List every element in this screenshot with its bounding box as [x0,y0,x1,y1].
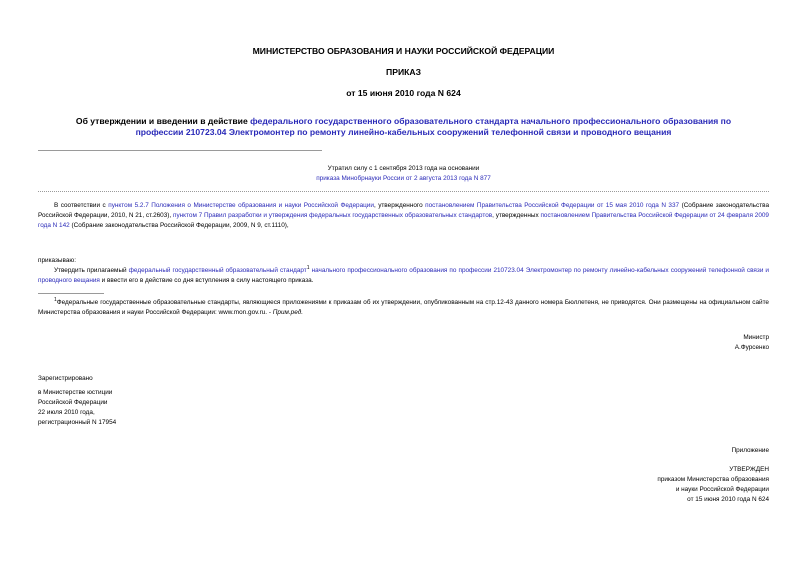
preamble-paragraph [38,201,769,231]
title-link-profession[interactable]: профессии 210723.04 Электромонтер по ремонту линейно-кабельных сооружений телефонной связи и проводного вещания [135,127,672,137]
preamble-text-5: (Собрание законодательства Российской Федерации, 2009, N 9, ст.1110), [71,222,289,229]
lost-force-text: Утратил силу с 1 сентября 2013 года на основании [327,165,480,172]
preamble-link-decree-word[interactable]: постановлением [540,212,590,219]
separator-short [38,150,322,151]
order-text-2: и ввести его в действие со дня вступления в силу настоящего приказа. [101,277,314,284]
order-link-profession-cont[interactable]: сооружений телефонной связи и проводного вещания [38,267,770,284]
doc-date-number: от 15 июня 2010 года N 624 [346,88,461,98]
footnote-text-1: Федеральные государственные образовательные стандарты, являющиеся приложениями к приказам об их утверждении, опубликованным на стр.12-43 данного номера Бюллетеня, не приводятся. Они [56,299,661,306]
signature-block [500,333,769,353]
footnote-mark: 1 [54,296,57,303]
registration-block [38,374,238,428]
lost-force-note [0,164,807,184]
registration-line: Зарегистрировано [38,375,93,382]
order-link-profession[interactable]: начального профессионального образования по профессии 210723.04 Электромонтер по ремонту линейно-кабельных [311,267,669,274]
footnote-text-2: размещены на официальном сайте Министерства образования и науки Российской Федерации: www.mon.gov.ru. - [38,299,769,316]
signature-title: Министр [743,334,769,341]
appendix-approved: УТВЕРЖДЕН [729,466,769,473]
preamble-text-2: , утвержденного [373,202,423,209]
lost-force-link[interactable]: приказа Минобрнауки России от 2 августа 2013 года N 877 [316,175,491,182]
preamble-link-decree-142[interactable]: Правительства Российской Федерации от 24 февраля 2009 года N 142 [38,212,769,229]
title-link-standard[interactable]: федерального государственного образовательного стандарта начального профессионального образования по [250,116,732,126]
registration-line: Российской Федерации [38,399,108,406]
preamble-link-rules[interactable]: пунктом 7 Правил разработки и утверждения федеральных государственных образовательных стандартов [172,212,493,219]
preamble-text-4: , утвержденных [492,212,539,219]
footnote-paragraph [38,298,769,318]
appendix-label: Приложение [731,447,769,454]
appendix-block [500,465,769,505]
document-title [0,116,807,138]
ministry-heading: МИНИСТЕРСТВО ОБРАЗОВАНИЯ И НАУКИ РОССИЙСКОЙ ФЕДЕРАЦИИ [252,46,555,56]
order-text-1: Утвердить прилагаемый [54,267,127,274]
separator-dotted [38,191,769,192]
preamble-link-regulation[interactable]: пунктом 5.2.7 Положения о Министерстве образования и науки Российской Федерации [108,202,374,209]
preamble-text-1: В соответствии с [54,202,106,209]
order-paragraph [38,266,769,286]
title-prefix: Об утверждении и введении в действие [75,116,248,126]
preamble-link-decree-337[interactable]: постановлением Правительства Российской Федерации от 15 мая 2010 года N 337 [425,202,680,209]
appendix-line: приказом Министерства образования [657,476,769,483]
registration-line: в Министерстве юстиции [38,389,113,396]
footnote-editor-note: Прим.ред. [272,309,304,316]
footnote-ref[interactable]: 1 [306,264,310,271]
footnote-separator [38,293,104,294]
preamble-text-3: (Собрание законодательства Российской Федерации, 2010, N 21, ст.2603), [38,202,770,219]
registration-line: 22 июля 2010 года, [38,409,95,416]
signature-name: А.Фурсенко [734,344,769,351]
appendix-line: и науки Российской Федерации [675,486,769,493]
registration-line: регистрационный N 17954 [38,419,117,426]
appendix-line: от 15 июня 2010 года N 624 [687,496,769,503]
doc-type-heading: ПРИКАЗ [386,67,421,77]
order-link-standard[interactable]: федеральный государственный образовательный стандарт [128,267,307,274]
order-word: приказываю: [38,257,76,264]
